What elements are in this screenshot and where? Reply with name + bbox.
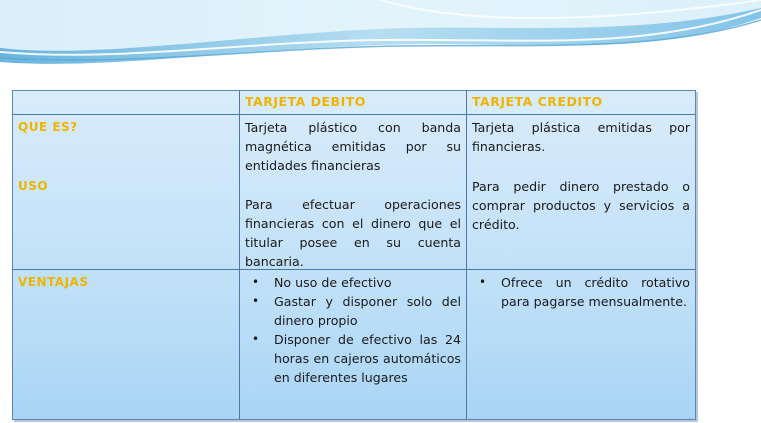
list-item: • Disponer de efectivo las 24 horas en cajeros automáticos en diferentes lugares bbox=[252, 332, 461, 385]
row-label-cell-ventajas bbox=[13, 270, 240, 419]
header-wave-decoration bbox=[0, 0, 761, 70]
cell-debito-que-es-uso bbox=[240, 115, 467, 270]
comparison-table bbox=[12, 90, 696, 420]
list-item: • Ofrece un crédito rotativo para pagarse mensualmente. bbox=[479, 275, 690, 309]
bullet-icon: • bbox=[252, 294, 260, 308]
header-cell-empty bbox=[13, 91, 240, 115]
row-label-ventajas: VENTAJAS bbox=[18, 275, 89, 289]
cell-credito-ventajas bbox=[467, 270, 695, 419]
bullet-icon: • bbox=[252, 332, 260, 346]
header-cell-tarjeta-debito: TARJETA DEBITO bbox=[240, 91, 467, 115]
cell-credito-que-es-uso bbox=[467, 115, 695, 270]
row-label-que-es: QUE ES? bbox=[18, 120, 78, 134]
list-item: • Gastar y disponer solo del dinero propio bbox=[252, 294, 461, 328]
cell-debito-ventajas bbox=[240, 270, 467, 419]
bullet-icon: • bbox=[479, 275, 487, 289]
list-item: • No uso de efectivo bbox=[252, 275, 392, 290]
row-label-cell-que-es-uso bbox=[13, 115, 240, 270]
debito-uso-text: Para efectuar operaciones financieras con el dinero que el titular posee en su cuenta bancaria. bbox=[245, 197, 461, 269]
row-label-uso: USO bbox=[18, 179, 49, 193]
debito-que-es-text: Tarjeta plástico con banda magnética emitidas por su entidades financieras bbox=[245, 120, 461, 173]
header-cell-tarjeta-credito: TARJETA CREDITO bbox=[467, 91, 695, 115]
bullet-icon: • bbox=[252, 275, 260, 289]
credito-que-es-text: Tarjeta plástica emitidas por financieras. bbox=[472, 120, 690, 154]
credito-uso-text: Para pedir dinero prestado o comprar productos y servicios a crédito. bbox=[472, 179, 690, 232]
credito-ventajas-list bbox=[472, 273, 690, 311]
debito-ventajas-list bbox=[245, 273, 461, 387]
